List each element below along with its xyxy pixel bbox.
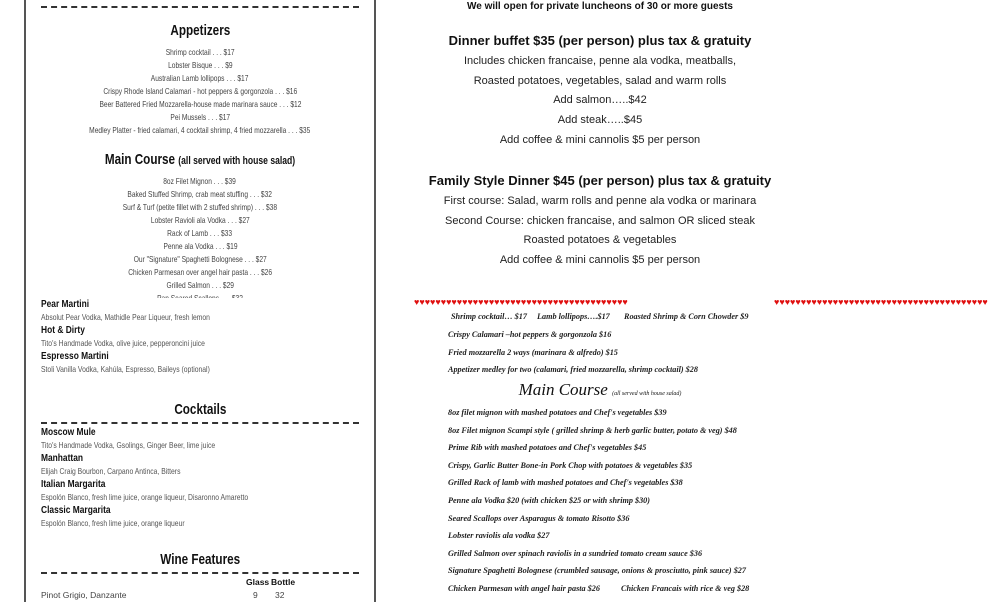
main-item (0, 279, 400, 292)
main-text: Our "Signature" Spaghetti Bolognese . . . $27 (133, 254, 267, 264)
main-item: Chicken Francais with rice & veg $28 (621, 584, 750, 593)
appetizers-heading: Appetizers (170, 22, 230, 39)
appetizer-text: Shrimp cocktail . . . $17 (165, 47, 235, 57)
wine-glass-price: 9 (253, 590, 258, 600)
martini-list (41, 298, 297, 376)
main-text: Surf & Turf (petite fillet with 2 stuffed shrimp) . . . $38 (122, 202, 278, 212)
drink-name: Pear Martini (41, 298, 90, 310)
drink-desc: Tito's Handmade Vodka, olive juice, pepperoncini juice (41, 338, 205, 348)
buffet-line: Add coffee & mini cannolis $5 per person (499, 133, 701, 146)
drink-name: Moscow Mule (41, 426, 96, 438)
main-text: Penne ala Vodka . . . $19 (162, 241, 238, 251)
drink-name: Italian Margarita (41, 478, 106, 490)
buffet-line: Add steak…..$45 (557, 114, 643, 127)
main-item: Grilled Salmon over spinach raviolis in a sundried tomato cream sauce $36 (448, 548, 703, 558)
appetizer-item (0, 59, 400, 72)
app-item: Fried mozzarella 2 ways (marinara & alfredo) $15 (448, 347, 618, 357)
main-item (0, 266, 400, 279)
drink-name: Espresso Martini (41, 350, 109, 362)
main-course-heading: Main Course (all served with house salad) (518, 380, 682, 399)
buffet-line: Roasted potatoes, vegetables, salad and warm rolls (473, 74, 727, 87)
main-text: Rack of Lamb . . . $33 (167, 228, 233, 238)
main-text: Baked Stuffed Shrimp, crab meat stuffing . . . $32 (127, 189, 273, 199)
main-item: Prime Rib with mashed potatoes and Chef's vegetables $45 (448, 443, 647, 453)
appetizer-item (0, 98, 400, 111)
main-item: Crispy, Garlic Butter Bone-in Pork Chop with potatoes & vegetables $35 (448, 460, 693, 470)
main-item: Lobster raviolis ala vodka $27 (448, 531, 550, 541)
main-item (0, 201, 400, 214)
buffet-line: Add salmon…..$42 (553, 94, 647, 107)
main-item (0, 188, 400, 201)
drink-name: Hot & Dirty (41, 324, 85, 336)
family-details (400, 192, 800, 271)
main-item (0, 253, 400, 266)
buffet-heading: Dinner buffet $35 (per person) plus tax & gratuity (448, 33, 752, 48)
cocktails-heading: Cocktails (173, 401, 227, 418)
appetizer-text: Medley Platter - fried calamari, 4 cocktail shrimp, 4 fried mozzarella . . . $35 (89, 125, 311, 135)
appetizer-list (0, 46, 400, 137)
main-text: Grilled Salmon . . . $29 (166, 280, 234, 290)
drink-desc: Elijah Craig Bourbon, Carpano Antinca, Bitters (41, 466, 181, 476)
glass-header: Glass (246, 577, 270, 587)
app-item: Lamb lollipops….$17 (537, 312, 610, 321)
main-text: Chicken Parmesan over angel hair pasta . . . $26 (128, 267, 272, 277)
divider (41, 572, 359, 574)
appetizer-item (0, 46, 400, 59)
menu-image-hearts (400, 297, 988, 600)
menu-image-drinks (0, 298, 400, 600)
main-item (0, 240, 400, 253)
top-note: We will open for private luncheons of 30 or more guests (467, 1, 733, 12)
menu-image-dinner (0, 0, 400, 298)
wine-heading: Wine Features (160, 551, 240, 568)
drink-desc: Espolón Blanco, fresh lime juice, orange liqueur (41, 518, 185, 528)
main-item (0, 227, 400, 240)
app-item: Roasted Shrimp & Corn Chowder $9 (624, 312, 749, 321)
appetizer-text: Crispy Rhode Island Calamari - hot peppers & gorgonzola . . . $16 (103, 86, 297, 96)
drink-name: Manhattan (41, 452, 83, 464)
family-heading: Family Style Dinner $45 (per person) plus tax & gratuity (428, 173, 772, 188)
main-item: Signature Spaghetti Bolognese (crumbled sausage, onions & prosciutto, pink sauce) $27 (448, 566, 746, 576)
family-line: Second Course: chicken francaise, and salmon OR sliced steak (445, 214, 755, 227)
main-text: Lobster Ravioli ala Vodka . . . $27 (150, 215, 250, 225)
appetizer-text: Lobster Bisque . . . $9 (167, 60, 233, 70)
drink-desc: Espolón Blanco, fresh lime juice, orange liqueur, Disaronno Amaretto (41, 492, 249, 502)
main-item: Grilled Rack of lamb with mashed potatoes and Chef's vegetables $38 (448, 478, 683, 488)
app-item: Appetizer medley for two (calamari, fried mozzarella, shrimp cocktail) $28 (448, 365, 698, 374)
drink-desc: Absolut Pear Vodka, Mathidle Pear Liqueur, fresh lemon (41, 312, 210, 322)
main-course-heading: Main Course (all served with house salad) (104, 151, 296, 168)
divider (41, 422, 359, 424)
drink-desc: Stoli Vanilla Vodka, Kahúla, Espresso, Baileys (optional) (41, 364, 210, 374)
main-item: Seared Scallops over Asparagus & tomato Risotto $36 (448, 513, 630, 523)
main-item (0, 175, 400, 188)
wine-bottle-price: 32 (275, 590, 285, 600)
divider (41, 6, 359, 8)
cocktail-list (41, 426, 297, 530)
family-line: Roasted potatoes & vegetables (523, 234, 677, 247)
appetizer-text: Pei Mussels . . . $17 (170, 112, 230, 122)
main-item: 8oz filet mignon with mashed potatoes and Chef's vegetables $39 (448, 408, 667, 417)
main-item: Penne ala Vodka $20 (with chicken $25 or with shrimp $30) (448, 496, 650, 505)
app-item: Shrimp cocktail… $17 (451, 312, 527, 321)
main-text: 8oz Filet Mignon . . . $39 (163, 176, 237, 186)
main-item (0, 214, 400, 227)
wine-name: Pinot Grigio, Danzante (41, 590, 127, 600)
buffet-line: Includes chicken francaise, penne ala vodka, meatballs, (463, 55, 737, 67)
heart-border-right-icon: ♥♥♥♥♥♥♥♥♥♥♥♥♥♥♥♥♥♥♥♥♥♥♥♥♥♥♥♥♥♥♥♥♥♥♥♥♥♥♥♥ (774, 297, 988, 307)
menu-image-events (400, 0, 800, 298)
appetizer-item (0, 111, 400, 124)
appetizer-text: Beer Battered Fried Mozzarella-house made marinara sauce . . . $12 (99, 99, 301, 109)
appetizer-item (0, 85, 400, 98)
family-line: First course: Salad, warm rolls and penne ala vodka or marinara (443, 195, 757, 207)
main-course-list (0, 175, 400, 305)
appetizer-item (0, 72, 400, 85)
appetizer-item (0, 124, 400, 137)
app-item: Crispy Calamari –hot peppers & gorgonzola $16 (448, 330, 612, 339)
main-item: 8oz Filet mignon Scampi style ( grilled shrimp & herb garlic butter, potato & veg) $48 (448, 425, 737, 435)
drink-name: Classic Margarita (41, 504, 111, 516)
heart-border-left-icon: ♥♥♥♥♥♥♥♥♥♥♥♥♥♥♥♥♥♥♥♥♥♥♥♥♥♥♥♥♥♥♥♥♥♥♥♥♥♥♥♥ (414, 297, 628, 307)
appetizer-text: Australian Lamb lollipops . . . $17 (151, 73, 249, 83)
drink-desc: Tito's Handmade Vodka, Gsolings, Ginger Beer, lime juice (41, 440, 216, 450)
main-item: Chicken Parmesan with angel hair pasta $26 (448, 584, 600, 593)
family-line: Add coffee & mini cannolis $5 per person (499, 254, 701, 267)
buffet-details (400, 52, 800, 151)
bottle-header: Bottle (271, 577, 296, 587)
